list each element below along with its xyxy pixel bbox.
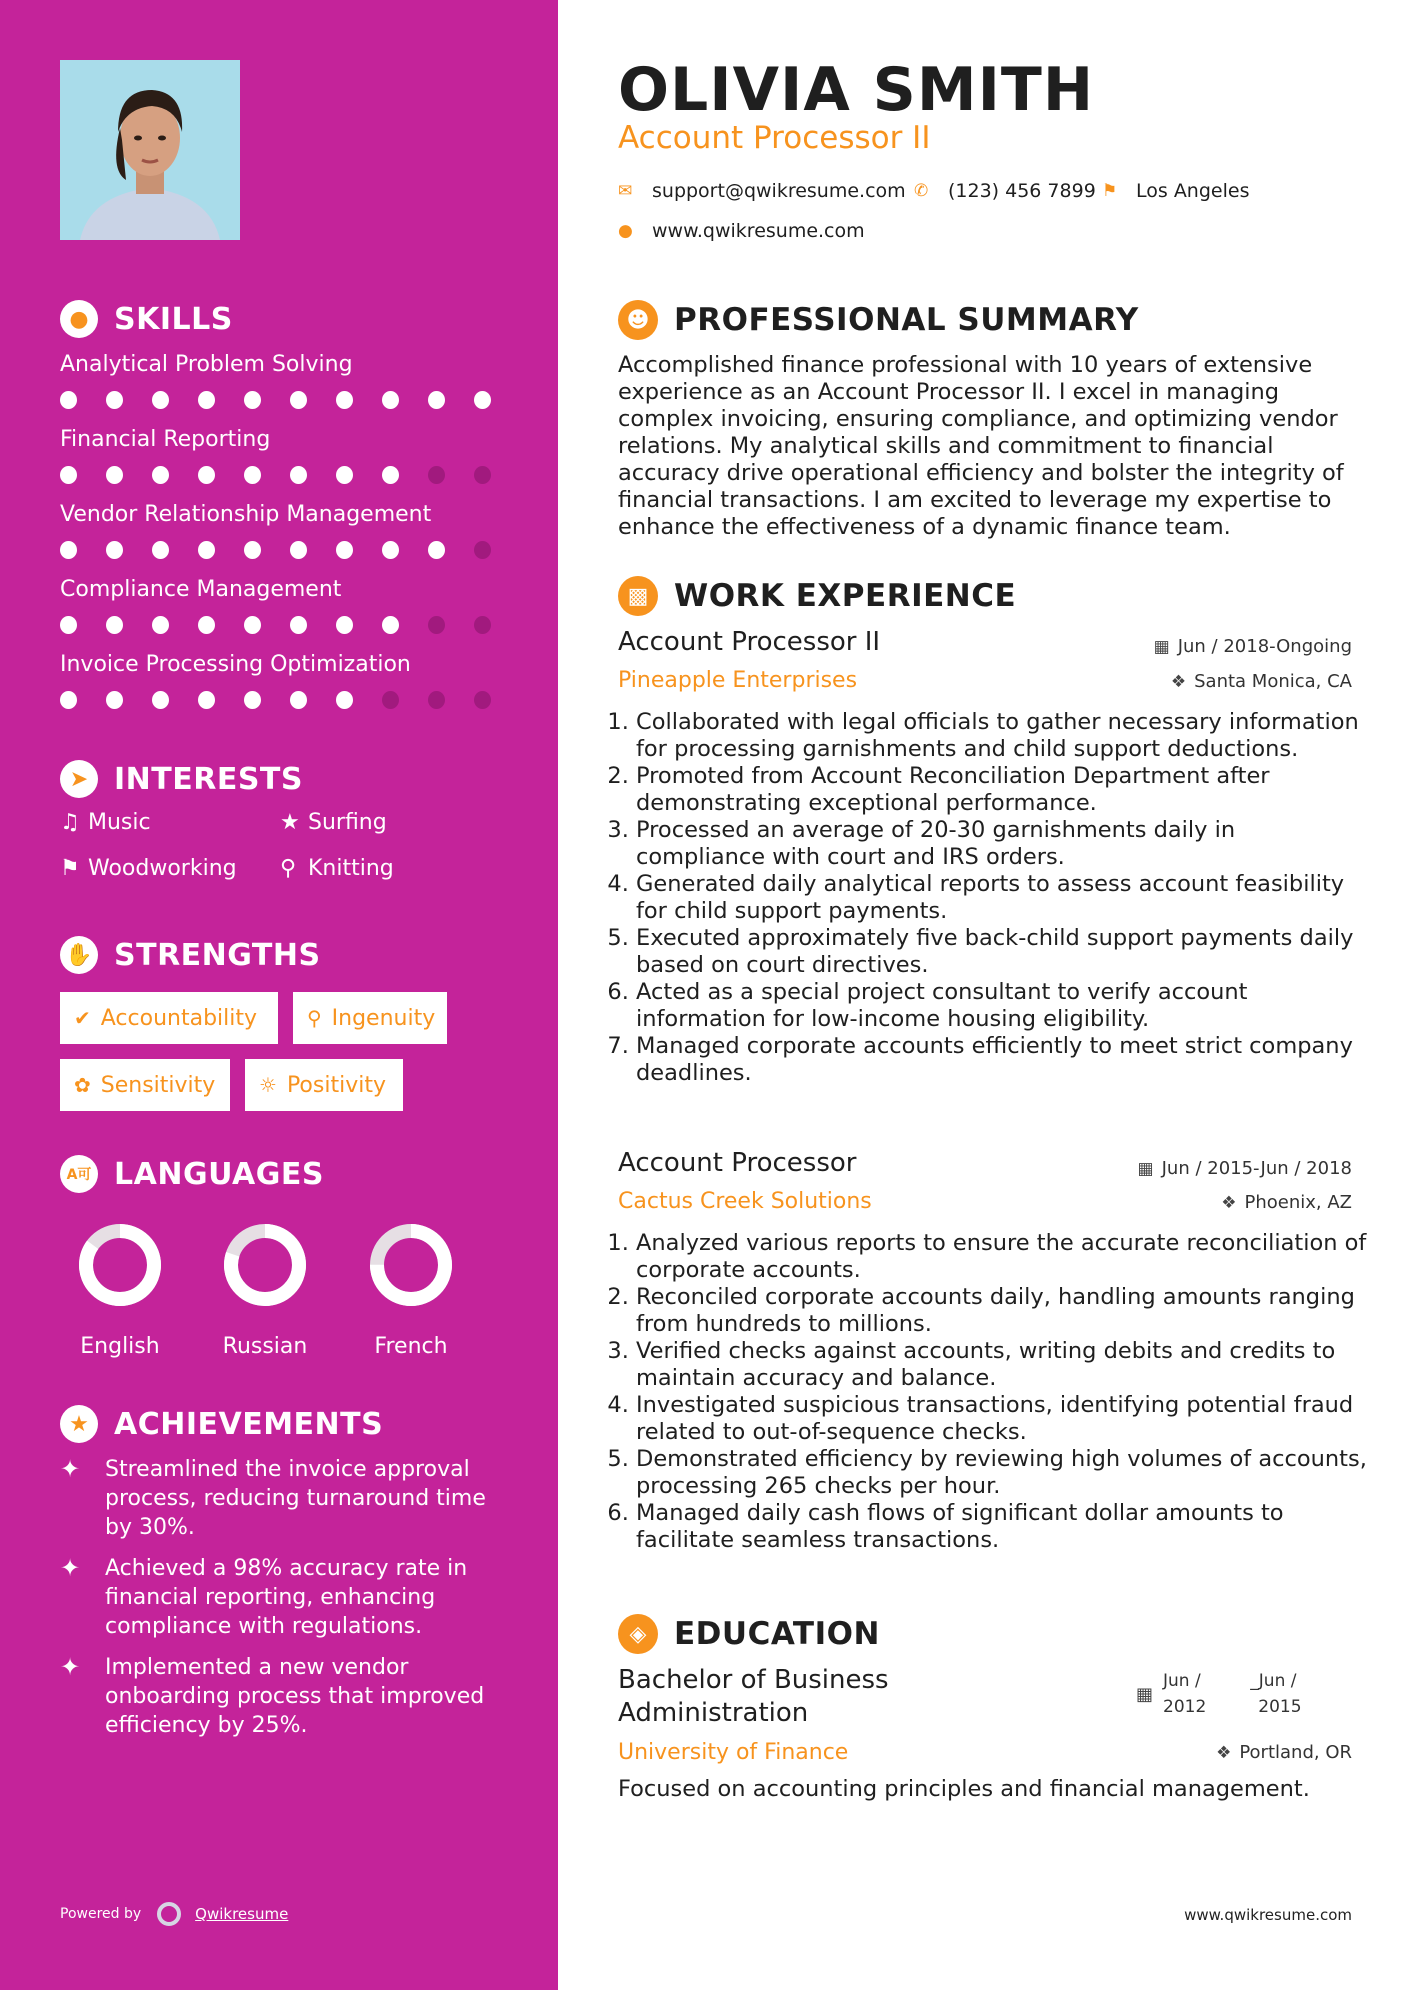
graduation-cap-icon: ◈ <box>618 1614 658 1654</box>
duty-item: 5. Demonstrated efficiency by reviewing high volumes of accounts, processing 265 checks per hour. <box>636 1446 1370 1500</box>
duty-item: 4. Investigated suspicious transactions, identifying potential fraud related to out-of-sequence checks. <box>636 1392 1370 1446</box>
achievement-text: Implemented a new vendor onboarding process that improved efficiency by 25%. <box>105 1655 485 1738</box>
job-dates-text: Jun / 2015-Jun / 2018 <box>1161 1158 1352 1179</box>
skill-rating <box>60 616 520 634</box>
job-location <box>1171 671 1352 692</box>
rating-dot <box>290 616 307 634</box>
achievement-item <box>60 1554 500 1641</box>
skill-name: Financial Reporting <box>60 427 271 452</box>
summary-text: Accomplished finance professional with 10 years of extensive experience as an Account Processor II. I excel in managing complex invoicing, ensuring compliance, and optimizing vendor relations. My analytical skills and commitment to financial accuracy drive operational efficiency and bolster the integrity of financial transactions. I am excited to leverage my expertise to enhance the effectiveness of a dynamic finance team. <box>618 352 1344 540</box>
strength-label: Sensitivity <box>100 1072 216 1098</box>
degree-line-1: Bachelor of Business <box>618 1665 889 1695</box>
rating-dot <box>198 691 215 709</box>
rating-dot <box>244 391 261 409</box>
powered-by <box>60 1902 288 1926</box>
rating-dot <box>106 616 123 634</box>
interest-label: Knitting <box>308 856 394 881</box>
rating-dot <box>336 466 353 484</box>
job-dates <box>1138 1158 1352 1179</box>
job-location-text: Santa Monica, CA <box>1194 671 1352 692</box>
school-name: University of Finance <box>618 1740 849 1765</box>
strength-badge <box>293 992 447 1044</box>
skill-rating <box>60 466 520 484</box>
rating-dot <box>152 541 169 559</box>
star-burst-icon: ✦ <box>60 1653 81 1681</box>
rating-dot <box>60 466 77 484</box>
phone-text: (123) 456 7899 <box>948 180 1096 202</box>
company-name: Pineapple Enterprises <box>618 668 858 693</box>
language-level-ring <box>366 1220 456 1310</box>
sidebar <box>0 0 558 1990</box>
interest-knitting <box>280 856 394 881</box>
rating-dot <box>474 466 491 484</box>
pin-icon: ❖ <box>1216 1742 1232 1763</box>
duty-item: 3. Verified checks against accounts, writing debits and credits to maintain accuracy and balance. <box>636 1338 1370 1392</box>
rating-dot <box>336 391 353 409</box>
rating-dot <box>244 466 261 484</box>
bullhorn-icon: ⚑ <box>60 856 80 881</box>
languages-header <box>60 1155 324 1193</box>
rating-dot <box>106 391 123 409</box>
job-location-text: Phoenix, AZ <box>1244 1192 1352 1213</box>
skill-name: Invoice Processing Optimization <box>60 652 411 677</box>
envelope-icon: ✉ <box>618 181 633 201</box>
interests-header <box>60 760 303 798</box>
footer-url[interactable]: www.qwikresume.com <box>1184 1906 1352 1924</box>
map-pin-icon: ⚑ <box>1102 181 1118 201</box>
strengths-header <box>60 936 321 974</box>
skills-header <box>60 300 233 338</box>
skill-item <box>60 577 520 634</box>
main-content <box>618 0 1367 1990</box>
rating-dot <box>336 541 353 559</box>
skill-item <box>60 352 520 409</box>
rating-dot <box>428 391 445 409</box>
job-dates-text: Jun / 2018-Ongoing <box>1177 636 1352 657</box>
strength-label: Ingenuity <box>331 1005 436 1031</box>
candidate-role: Account Processor II <box>618 120 931 156</box>
interest-label: Music <box>88 810 151 835</box>
website-text[interactable]: www.qwikresume.com <box>652 220 865 242</box>
strength-badge <box>60 992 278 1044</box>
education-location <box>1216 1742 1352 1763</box>
language-name: English <box>80 1334 160 1359</box>
calendar-icon: ▦ <box>1137 1158 1154 1179</box>
job-duties-list <box>618 1230 1370 1554</box>
rating-dot <box>474 391 491 409</box>
duty-item: 6. Acted as a special project consultant to verify account information for low-income housing eligibility. <box>636 979 1370 1033</box>
achievement-item <box>60 1653 500 1740</box>
interest-label: Woodworking <box>88 856 237 881</box>
rating-dot <box>290 466 307 484</box>
contact-website <box>618 220 865 242</box>
rating-dot <box>60 541 77 559</box>
lightbulb-icon: ● <box>60 300 98 338</box>
qwikresume-logo-icon <box>157 1902 181 1926</box>
experience-header <box>618 576 1016 616</box>
duty-item: 5. Executed approximately five back-child support payments daily based on court directives. <box>636 925 1370 979</box>
skill-item <box>60 502 520 559</box>
check-circle-icon: ✔ <box>74 1006 91 1030</box>
user-icon: ☻ <box>618 300 658 340</box>
rating-dot <box>198 391 215 409</box>
interest-surfing <box>280 810 387 835</box>
rating-dot <box>60 691 77 709</box>
pin-icon: ❖ <box>1170 671 1187 692</box>
rating-dot <box>382 466 399 484</box>
rating-dot <box>382 391 399 409</box>
rating-dot <box>198 466 215 484</box>
rating-dot <box>198 616 215 634</box>
briefcase-icon: ▩ <box>618 576 658 616</box>
paper-plane-icon: ➤ <box>60 760 98 798</box>
job-title: Account Processor <box>618 1148 857 1178</box>
languages-title: LANGUAGES <box>114 1156 324 1192</box>
globe-icon: ● <box>618 221 633 241</box>
education-dates <box>1136 1668 1302 1720</box>
pin-icon: ❖ <box>1221 1192 1237 1213</box>
job-duties-list <box>618 709 1370 1087</box>
skill-name: Compliance Management <box>60 577 342 602</box>
interest-label: Surfing <box>308 810 387 835</box>
edu-start-month: Jun / <box>1163 1671 1201 1691</box>
rating-dot <box>106 466 123 484</box>
rating-dot <box>290 691 307 709</box>
hand-icon: ✋ <box>60 936 98 974</box>
language-item <box>351 1220 471 1359</box>
powered-by-label: Powered by <box>60 1906 142 1922</box>
calendar-icon: ▦ <box>1153 636 1170 657</box>
rating-dot <box>382 541 399 559</box>
rating-dot <box>244 691 261 709</box>
rating-dot <box>152 616 169 634</box>
rating-dot <box>336 616 353 634</box>
language-icon: A可 <box>60 1155 98 1193</box>
skill-item <box>60 427 520 484</box>
rating-dot <box>106 541 123 559</box>
duty-item: 4. Generated daily analytical reports to assess account feasibility for child support payments. <box>636 871 1370 925</box>
education-header <box>618 1614 880 1654</box>
company-name: Cactus Creek Solutions <box>618 1189 872 1214</box>
trophy-icon: ⚲ <box>280 856 297 881</box>
rating-dot <box>198 541 215 559</box>
edu-start-year: 2012 <box>1163 1697 1207 1717</box>
summary-title: PROFESSIONAL SUMMARY <box>674 302 1139 338</box>
rating-dot <box>244 541 261 559</box>
experience-title: WORK EXPERIENCE <box>674 578 1017 614</box>
summary-header <box>618 300 1139 340</box>
calendar-icon: ▦ <box>1136 1683 1154 1705</box>
rating-dot <box>382 691 399 709</box>
language-name: Russian <box>222 1334 308 1359</box>
achievement-text: Achieved a 98% accuracy rate in financial reporting, enhancing compliance with regulations. <box>105 1556 468 1639</box>
language-name: French <box>374 1334 448 1359</box>
star-burst-icon: ✦ <box>60 1455 81 1483</box>
rating-dot <box>60 616 77 634</box>
rating-dot <box>474 541 491 559</box>
strength-badge <box>60 1059 230 1111</box>
achievements-header <box>60 1405 383 1443</box>
brand-link[interactable]: Qwikresume <box>195 1905 289 1923</box>
contact-location <box>1102 180 1249 202</box>
skill-name: Vendor Relationship Management <box>60 502 432 527</box>
rating-dot <box>428 466 445 484</box>
lightbulb-icon: ⚲ <box>307 1006 322 1030</box>
location-text: Los Angeles <box>1136 180 1250 202</box>
skills-title: SKILLS <box>114 301 233 337</box>
rating-dot <box>244 616 261 634</box>
job-title: Account Processor II <box>618 627 881 657</box>
duty-item: 6. Managed daily cash flows of significant dollar amounts to facilitate seamless transactions. <box>636 1500 1370 1554</box>
rating-dot <box>152 466 169 484</box>
skill-rating <box>60 391 520 409</box>
education-title: EDUCATION <box>674 1616 880 1652</box>
rating-dot <box>474 691 491 709</box>
contact-email <box>618 180 906 202</box>
star-burst-icon: ✦ <box>60 1554 81 1582</box>
rating-dot <box>428 616 445 634</box>
leaf-icon: ✿ <box>74 1073 91 1097</box>
edu-end-month: _Jun / <box>1250 1671 1297 1691</box>
interests-title: INTERESTS <box>114 761 303 797</box>
degree-name <box>618 1664 889 1730</box>
rating-dot <box>290 391 307 409</box>
job-dates <box>1154 636 1352 657</box>
language-item <box>205 1220 325 1359</box>
rating-dot <box>428 691 445 709</box>
candidate-name: OLIVIA SMITH <box>618 55 1095 125</box>
strength-badge <box>245 1059 403 1111</box>
star-icon: ★ <box>280 810 300 835</box>
duty-item: 2. Reconciled corporate accounts daily, handling amounts ranging from hundreds to millions. <box>636 1284 1370 1338</box>
skill-item <box>60 652 520 709</box>
duty-item: 2. Promoted from Account Reconciliation Department after demonstrating exceptional performance. <box>636 763 1370 817</box>
skill-rating <box>60 691 520 709</box>
rating-dot <box>290 541 307 559</box>
strength-label: Accountability <box>100 1005 258 1031</box>
skill-rating <box>60 541 520 559</box>
contact-phone <box>914 180 1096 202</box>
interest-woodworking <box>60 856 237 881</box>
rating-dot <box>60 391 77 409</box>
duty-item: 3. Processed an average of 20-30 garnishments daily in compliance with court and IRS orders. <box>636 817 1370 871</box>
rating-dot <box>106 691 123 709</box>
achievement-item <box>60 1455 500 1542</box>
rating-dot <box>152 391 169 409</box>
strength-label: Positivity <box>286 1072 386 1098</box>
language-level-ring <box>75 1220 165 1310</box>
duty-item: 7. Managed corporate accounts efficiently to meet strict company deadlines. <box>636 1033 1370 1087</box>
achievement-text: Streamlined the invoice approval process, reducing turnaround time by 30%. <box>105 1457 486 1540</box>
rating-dot <box>152 691 169 709</box>
strengths-title: STRENGTHS <box>114 937 321 973</box>
skill-name: Analytical Problem Solving <box>60 352 353 377</box>
duty-item: 1. Collaborated with legal officials to gather necessary information for processing garnishments and child support deductions. <box>636 709 1370 763</box>
edu-end-year: 2015 <box>1258 1697 1302 1717</box>
language-item <box>60 1220 180 1359</box>
degree-line-2: Administration <box>618 1698 809 1728</box>
education-description: Focused on accounting principles and financial management. <box>618 1776 1310 1802</box>
star-badge-icon: ★ <box>60 1405 98 1443</box>
profile-photo <box>60 60 240 240</box>
language-level-ring <box>220 1220 310 1310</box>
email-text[interactable]: support@qwikresume.com <box>652 180 906 202</box>
rating-dot <box>336 691 353 709</box>
phone-icon: ✆ <box>914 181 929 201</box>
rating-dot <box>428 541 445 559</box>
rating-dot <box>474 616 491 634</box>
interest-music <box>60 810 151 835</box>
achievements-title: ACHIEVEMENTS <box>114 1406 384 1442</box>
job-location <box>1221 1192 1352 1213</box>
edu-location-text: Portland, OR <box>1239 1742 1352 1763</box>
rating-dot <box>382 616 399 634</box>
sun-icon: ☼ <box>259 1073 277 1097</box>
music-icon: ♫ <box>60 810 80 835</box>
duty-item: 1. Analyzed various reports to ensure the accurate reconciliation of corporate accounts. <box>636 1230 1370 1284</box>
